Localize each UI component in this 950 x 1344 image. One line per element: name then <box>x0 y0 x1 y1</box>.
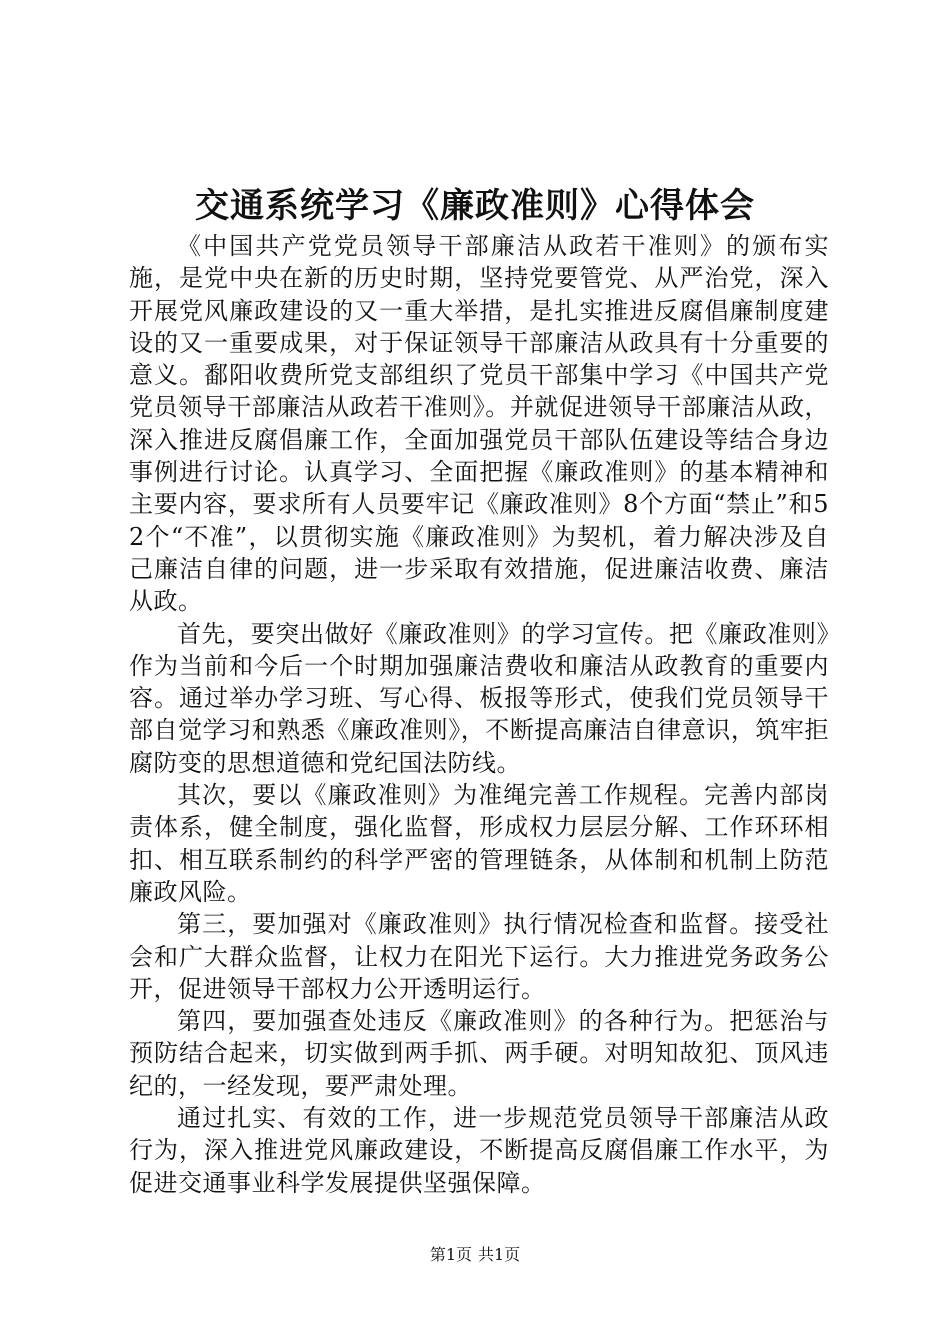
page-footer <box>0 1244 950 1266</box>
paragraph-intro: 《中国共产党党员领导干部廉洁从政若干准则》的颁布实施，是党中央在新的历史时期，坚持党要管党、从严治党，深入开展党风廉政建设的又一重大举措，是扎实推进反腐倡廉制度建设的又一重要成果，对于保证领导干部廉洁从政具有十分重要的意义。鄱阳收费所党支部组织了党员干部集中学习《中国共产党党员领导干部廉洁从政若干准则》。并就促进领导干部廉洁从政，深入推进反腐倡廉工作，全面加强党员干部队伍建设等结合身边事例进行讨论。认真学习、全面把握《廉政准则》的基本精神和主要内容，要求所有人员要牢记《廉政准则》8个方面“禁止”和52个“不准”，以贯彻实施《廉政准则》为契机，着力解决涉及自己廉洁自律的问题，进一步采取有效措施，促进廉洁收费、廉洁从政。 <box>129 232 829 616</box>
paragraph-fourth: 第四，要加强查处违反《廉政准则》的各种行为。把惩治与预防结合起来，切实做到两手抓、两手硬。对明知故犯、顶风违纪的，一经发现，要严肃处理。 <box>129 1007 829 1100</box>
document-body <box>129 230 829 1199</box>
paragraph-first: 首先，要突出做好《廉政准则》的学习宣传。把《廉政准则》作为当前和今后一个时期加强廉洁费收和廉洁从政教育的重要内容。通过举办学习班、写心得、板报等形式，使我们党员领导干部自觉学习和熟悉《廉政准则》，不断提高廉洁自律意识，筑牢拒腐防变的思想道德和党纪国法防线。 <box>129 619 829 777</box>
paragraph-third: 第三，要加强对《廉政准则》执行情况检查和监督。接受社会和广大群众监督，让权力在阳光下运行。大力推进党务政务公开，促进领导干部权力公开透明运行。 <box>129 910 829 1003</box>
document-title: 交通系统学习《廉政准则》心得体会 <box>195 186 755 226</box>
paragraph-second: 其次，要以《廉政准则》为准绳完善工作规程。完善内部岗责体系，健全制度，强化监督，形成权力层层分解、工作环环相扣、相互联系制约的科学严密的管理链条，从体制和机制上防范廉政风险。 <box>129 781 829 906</box>
page-number: 第1页 <box>429 1245 472 1264</box>
page-total: 共1页 <box>478 1245 521 1264</box>
paragraph-conclusion: 通过扎实、有效的工作，进一步规范党员领导干部廉洁从政行为，深入推进党风廉政建设，不断提高反腐倡廉工作水平，为促进交通事业科学发展提供坚强保障。 <box>129 1104 829 1197</box>
